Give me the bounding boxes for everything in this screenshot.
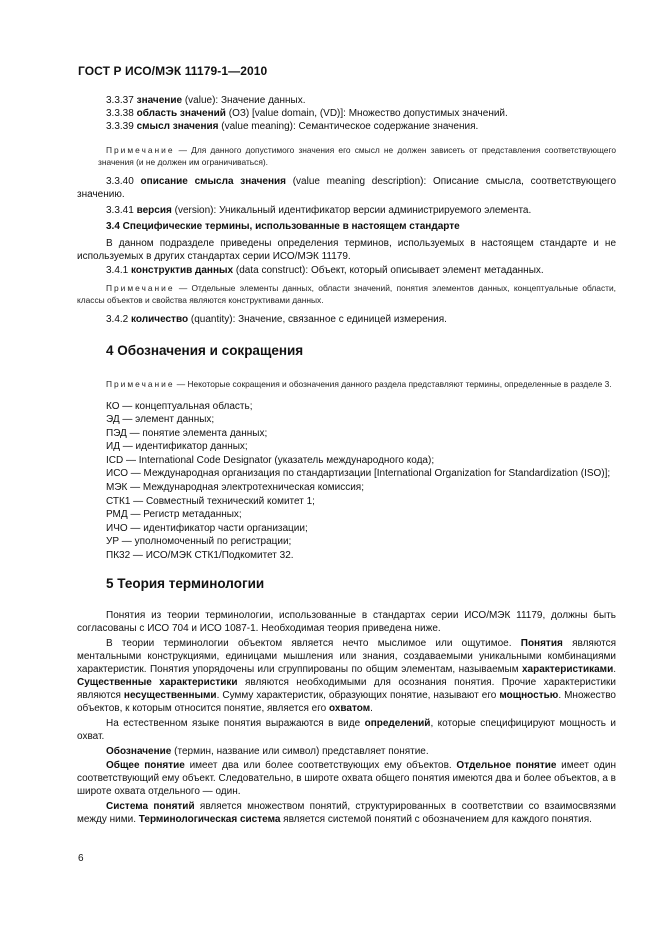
- section-4-title: 4 Обозначения и сокращения: [106, 343, 304, 358]
- paragraph: Система понятий является множеством понятий, структурированных в соответствии со взаимосвязями между ними. Терминологическая система является системой понятий с обозначением для каждого понятия.: [77, 800, 616, 825]
- definition-3-3-40: 3.3.40 описание смысла значения (value meaning description): Описание смысла, соответствующего значению.: [77, 176, 617, 200]
- list-item: ЭД — элемент данных;: [106, 414, 215, 426]
- list-item: ПЭД — понятие элемента данных;: [106, 427, 268, 439]
- definition-3-3-38: 3.3.38 область значений (ОЗ) [value domain, (VD)]: Множество допустимых значений.: [106, 108, 508, 119]
- paragraph: На естественном языке понятия выражаются в виде определений, которые специфицируют мощность и охват.: [77, 717, 616, 742]
- section-5-title: 5 Теория терминологии: [106, 575, 265, 591]
- definition-3-3-39: 3.3.39 смысл значения (value meaning): Семантическое содержание значения.: [106, 121, 479, 132]
- list-item: УР — уполномоченный по регистрации;: [106, 536, 292, 548]
- list-item: КО — концептуальная область;: [106, 400, 253, 412]
- list-item: ПК32 — ИСО/МЭК СТК1/Подкомитет 32.: [106, 550, 294, 562]
- page-number: 6: [78, 853, 84, 864]
- note-value-meaning: Примечание — Для данного допустимого значения его смысл не должен зависеть от представления соответствующего значения (и не должен им ограничиваться).: [98, 145, 616, 167]
- list-item: ИД — идентификатор данных;: [106, 441, 248, 453]
- section-5-body: [77, 609, 616, 826]
- list-item: РМД — Регистр метаданных;: [106, 509, 242, 521]
- paragraph: В теории терминологии объектом является нечто мыслимое или ощутимое. Понятия являются ментальными конструкциями, единицами мышления или знания, создаваемыми уникальными комбинациями характеристик. Понятия упорядочены или сгруппированы по общим элементам, называемым характеристиками. Существенные характеристики являются необходимыми для осознания понятия. Прочие характеристики являются несущественными. Сумму характеристик, образующих понятие, называют его мощностью. Множество объектов, к которым относится понятие, является его охватом.: [77, 637, 616, 714]
- paragraph: Общее понятие имеет два или более соответствующих ему объектов. Отдельное понятие имеет один соответствующий ему объект. Следовательно, в широте охвата общего понятия имеются два и более объектов, а в широте охвата отдельного — один.: [77, 759, 616, 797]
- definition-3-4-2: 3.4.2 количество (quantity): Значение, связанное с единицей измерения.: [106, 314, 447, 325]
- list-item: ИЧО — идентификатор части организации;: [106, 522, 308, 534]
- list-item: ИСО — Международная организация по стандартизации [International Organization for Standardization (ISO)];: [106, 468, 611, 480]
- paragraph: Понятия из теории терминологии, использованные в стандартах серии ИСО/МЭК 11179, должны быть согласованы с ИСО 704 и ИСО 1087-1. Необходимая теория приведена ниже.: [77, 609, 616, 634]
- list-item: ICD — International Code Designator (указатель международного кода);: [106, 454, 435, 466]
- subsection-3-4-title: 3.4 Специфические термины, использованные в настоящем стандарте: [106, 221, 460, 232]
- page-content: [77, 92, 617, 826]
- paragraph: Обозначение (термин, название или символ) представляет понятие.: [106, 745, 429, 757]
- list-item: МЭК — Международная электротехническая комиссия;: [106, 482, 364, 494]
- definition-3-3-37: 3.3.37 значение (value): Значение данных.: [106, 95, 306, 106]
- definition-3-3-41: 3.3.41 версия (version): Уникальный идентификатор версии администрируемого элемента.: [106, 205, 532, 216]
- abbreviation-list: [106, 400, 616, 563]
- list-item: СТК1 — Совместный технический комитет 1;: [106, 495, 315, 507]
- subsection-3-4-intro: В данном подразделе приведены определения терминов, используемых в настоящем стандарте и не используемых в других стандартах серии ИСО/МЭК 11179.: [77, 238, 616, 262]
- document-header: ГОСТ Р ИСО/МЭК 11179-1—2010: [78, 64, 268, 78]
- note-data-construct: Примечание — Отдельные элементы данных, области значений, понятия элементов данных, концептуальные области, классы объектов и свойства являются конструктивами данных.: [77, 283, 616, 305]
- definition-3-4-1: 3.4.1 конструктив данных (data construct): Объект, который описывает элемент метаданных.: [106, 265, 544, 276]
- note-abbreviations: Примечание — Некоторые сокращения и обозначения данного раздела представляют термины, определенные в разделе 3.: [106, 379, 612, 389]
